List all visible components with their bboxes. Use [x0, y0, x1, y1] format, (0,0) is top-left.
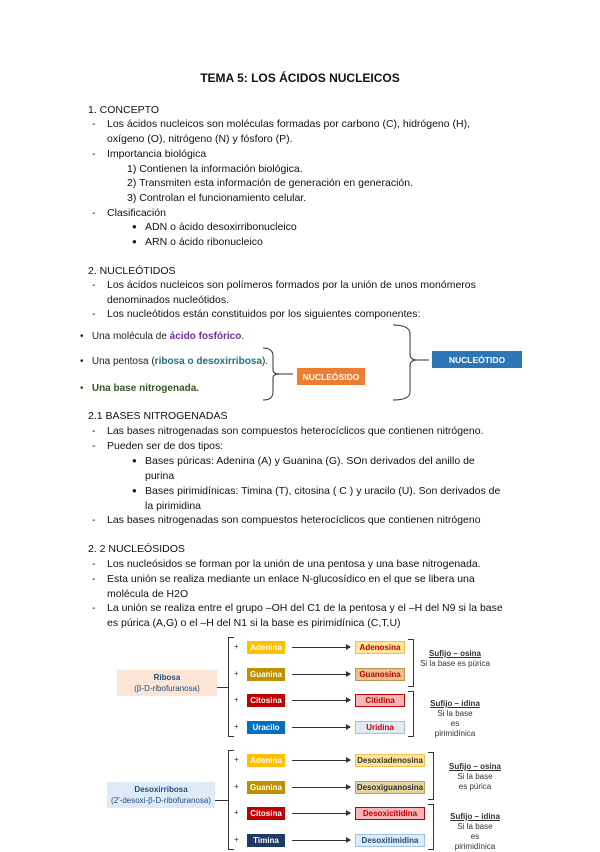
base-box: Uracilo [247, 721, 285, 734]
list-item: 2) Transmiten esta información de generación en generación. [127, 177, 414, 189]
paragraph: - Los ácidos nucleicos son polímeros formados por la unión de unos monómeros [107, 278, 476, 292]
suffix-note [440, 762, 510, 792]
component-pentose: • Una pentosa (ribosa o desoxirribosa). [80, 356, 269, 367]
list-item: la pirimidina [145, 500, 202, 512]
highlight: ribosa o desoxirribosa [154, 356, 262, 367]
nucleoside-box: Guanosina [355, 668, 405, 681]
suffix-desc: Si la base es pirimidínica [454, 822, 496, 851]
list-item: ● Bases pirimidínicas: Timina (T), citosina ( C ) y uracilo (U). Son derivados de [145, 484, 500, 498]
base-box: Citosina [247, 694, 285, 707]
suffix-desc: Si la base es pirimidínica [434, 709, 476, 738]
sugar-box [117, 670, 217, 696]
nucleoside-box: Desoxiguanosina [356, 782, 424, 792]
suffix-note [420, 699, 490, 739]
list-item: ● ADN o ácido desoxirribonucleico [145, 220, 297, 234]
arrow-icon [292, 727, 350, 728]
component-phosphoric: • Una molécula de ácido fosfórico. [80, 331, 245, 342]
section-heading: 2.1 BASES NITROGENADAS [88, 410, 228, 422]
nucleoside-box: Desoxitimidina [355, 834, 425, 847]
base-box: Guanina [247, 781, 285, 794]
sugar-formula: (2'-desoxi-β-D-ribofuranosa) [111, 796, 211, 805]
nucleotido-label: NUCLEÓTIDO [432, 351, 522, 368]
suffix-note [440, 812, 510, 852]
arrow-icon [292, 760, 350, 761]
paragraph: oxígeno (O), nitrógeno (N) y fósforo (P). [107, 133, 293, 145]
text: Una base nitrogenada. [91, 383, 200, 394]
arrow-icon [292, 700, 350, 701]
nucleoside-box: Desoxicitidina [355, 807, 425, 820]
section-heading: 2. 2 NUCLEÓSIDOS [88, 543, 185, 555]
suffix-title: Sufijo – idina [430, 699, 480, 708]
text: Una molécula de [91, 331, 170, 342]
base-box: Guanina [247, 668, 285, 681]
sugar-formula: (β-D-ribofuranosa) [134, 684, 200, 693]
arrow-icon [292, 813, 350, 814]
nucleoside-box: Uridina [355, 721, 405, 734]
paragraph: - Los nucleótidos están constituidos por los siguientes componentes: [107, 307, 420, 321]
connector [215, 800, 228, 801]
list-item: - Importancia biológica [107, 147, 206, 161]
page-title: TEMA 5: LOS ÁCIDOS NUCLEICOS [200, 71, 400, 85]
base-box: Adenina [247, 754, 285, 767]
plus-icon: + [234, 808, 239, 817]
bracket [408, 691, 414, 737]
list-item: 3) Controlan el funcionamiento celular. [127, 192, 307, 204]
plus-icon: + [234, 695, 239, 704]
suffix-desc: Si la base es púrica [420, 659, 490, 668]
nucleoside-box: Citidina [355, 694, 405, 707]
paragraph: es púrica (A,G) o el –H del N1 si la base es pirimidínica (C,T,U) [107, 617, 401, 629]
arrow-icon [292, 840, 350, 841]
paragraph: - Esta unión se realiza mediante un enlace N-glucosídico en el que se libera una [107, 572, 475, 586]
plus-icon: + [234, 755, 239, 764]
bracket [428, 752, 434, 800]
text: ). [261, 356, 269, 367]
list-item: purina [145, 470, 175, 482]
base-box: Citosina [247, 807, 285, 820]
plus-icon: + [234, 642, 239, 651]
paragraph: - Los nucleósidos se forman por la unión de una pentosa y una base nitrogenada. [107, 557, 481, 571]
nucleoside-box: Desoxiadenosina [355, 754, 425, 767]
list-item: 1) Contienen la información biológica. [127, 163, 303, 175]
arrow-icon [292, 674, 350, 675]
plus-icon: + [234, 668, 239, 678]
highlight: ácido fosfórico [169, 331, 242, 342]
sugar-name: Ribosa [153, 673, 181, 682]
nucleosido-label: NUCLEÓSIDO [297, 368, 365, 385]
base-box: Timina [247, 834, 285, 847]
paragraph: denominados nucleótidos. [107, 294, 230, 306]
plus-icon: + [234, 834, 239, 844]
suffix-note [420, 649, 490, 669]
paragraph: - Las bases nitrogenadas son compuestos heterocíclicos que contienen nitrógeno [107, 513, 481, 527]
sugar-name: Desoxirribosa [134, 785, 188, 794]
plus-icon: + [234, 721, 239, 731]
base-box: Adenina [247, 641, 285, 654]
plus-icon: + [234, 781, 239, 791]
text: Una pentosa ( [91, 356, 155, 367]
list-item: - Clasificación [107, 206, 166, 220]
section-heading: 1. CONCEPTO [88, 104, 159, 116]
arrow-icon [292, 787, 350, 788]
section-heading: 2. NUCLEÓTIDOS [88, 265, 176, 277]
bracket [428, 804, 434, 850]
list-item: ● ARN o ácido ribonucleico [145, 235, 263, 249]
suffix-title: Sufijo – idina [450, 812, 500, 821]
paragraph: - Las bases nitrogenadas son compuestos heterocíclicos que contienen nitrógeno. [107, 424, 484, 438]
paragraph: - La unión se realiza entre el grupo –OH del C1 de la pentosa y el –H del N9 si la base [107, 601, 503, 615]
paragraph: molécula de H2O [107, 588, 189, 600]
brace-icon [255, 322, 435, 404]
suffix-title: Sufijo – osina [428, 649, 481, 658]
bracket [408, 639, 414, 687]
paragraph: - Pueden ser de dos tipos: [107, 439, 223, 453]
nucleoside-box: Adenosina [355, 641, 405, 654]
suffix-desc: Si la base es púrica [457, 772, 493, 791]
arrow-icon [292, 647, 350, 648]
component-base: • Una base nitrogenada. [80, 383, 200, 394]
list-item: ● Bases púricas: Adenina (A) y Guanina (G). SOn derivados del anillo de [145, 454, 475, 468]
connector [217, 687, 228, 688]
sugar-box [107, 782, 215, 808]
suffix-title: Sufijo – osina [448, 762, 501, 771]
paragraph: - Los ácidos nucleicos son moléculas formadas por carbono (C), hidrógeno (H), [107, 117, 470, 131]
